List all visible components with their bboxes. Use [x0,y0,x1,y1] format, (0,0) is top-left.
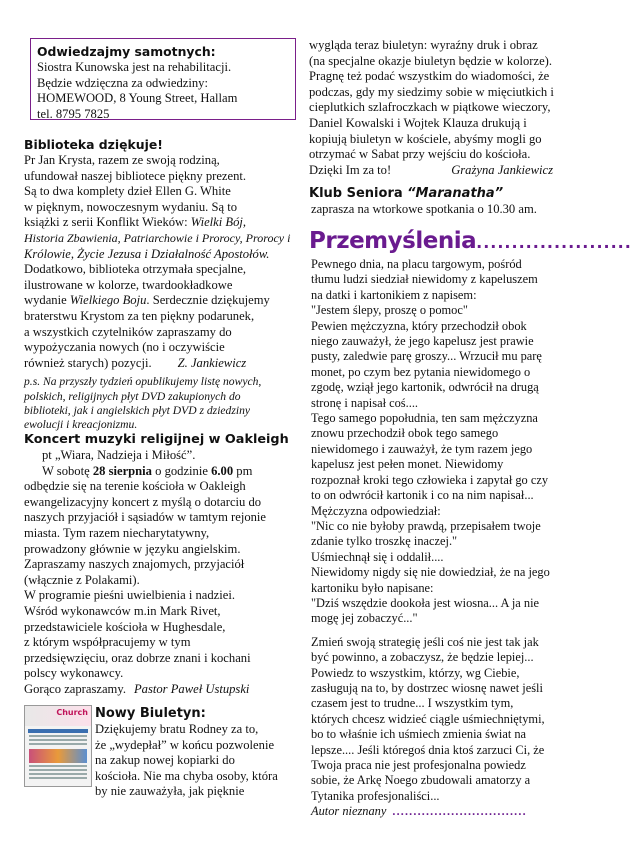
concert-date-bold: 28 sierpnia [92,463,152,478]
concert-date-post: pm [233,463,253,478]
library-edition-pre: wydanie [24,293,70,308]
reflections-line: niewidomego i zauważył, że tym razem jego [311,441,533,456]
bulletin-section [95,706,305,800]
concert-line: ewangelizacyjny koncert z myślą o dotarciu do [24,494,262,509]
library-line: Dodatkowo, biblioteka otrzymała specjalne, [24,262,247,277]
concert-line: odbędzie się na terenie kościoła w Oakleigh [24,479,246,494]
reflections-line: "Dziś wszędzie dookoła jest wiosna... A ja nie [311,595,540,610]
concert-line: (włącznie z Polakami). [24,572,140,587]
visit-line: Siostra Kunowska jest na rehabilitacji. [37,60,232,74]
concert-time-bold: 6.00 [211,463,234,478]
library-line [24,356,300,372]
bulletin-cont-line: cieplutkich szlafroczkach w piątkowe wieczory, [309,100,551,115]
club-title-pre: Klub Seniora [309,186,408,201]
visit-title: Odwiedzajmy samotnych: [37,44,216,59]
concert-line: naszych przyjaciół i sąsiadów w tamtym rejonie [24,510,267,525]
concert-date [42,464,300,480]
reflections-author [311,804,587,819]
concert-line: przedstawiciele kościoła w Hughesdale, [24,619,226,634]
reflections-line: na datki i kartonikiem z napisem: [311,287,477,302]
reflections-line: zgodę, wziął jego kartonik, odwrócił na drugą [311,380,539,395]
concert-date-mid: o godzinie [151,463,212,478]
reflections-line: niego zauważył, że jego kapelusz jest prawie [311,334,534,349]
club-title [309,186,587,202]
library-ps: biblioteki, jak i angielskich płyt DVD z dziedziny [24,403,251,417]
bulletin-cont-line: Pragnę też podać wszystkim do wiadomości, że [309,69,550,84]
concert-line: W programie pieśni uwielbienia i nadziei. [24,588,235,603]
concert-line: miasta. Tym razem niecharytatywny, [24,525,210,540]
library-line: w pięknym, nowoczesnym wydaniu. Są to [24,199,238,214]
bulletin-cont-last [309,163,587,179]
reflections-title [309,227,632,257]
reflections-line: Uśmiechnął się i oddalił.... [311,549,444,564]
library-ps: ewolucji i kreacjonizmu. [24,417,138,431]
reflections-line: znowu przechodził obok tego samego [311,426,499,441]
library-line: Pr Jan Krysta, razem ze swoją rodziną, [24,153,220,167]
library-title: Biblioteka dziękuje! [24,137,163,152]
library-section [24,137,300,432]
reflections-line: zdanie tylko troszkę inaczej." [311,534,458,549]
club-title-name: “Maranatha” [407,186,504,201]
concert-line: przedsięwzięciu, oraz dobrze znani i kochani [24,650,251,665]
reflections-line: lepsze.... Jeśli któregoś dnia ktoś zarzuci Ci, że [311,742,545,757]
library-line: ilustrowane w kolorze, twardookładkowe [24,277,233,292]
bulletin-cont-line: kopiują biuletyn w kościele, abyśmy mogli go [309,131,542,146]
visit-box [30,38,296,120]
bulletin-line: że „wydepłał” w końcu pozwolenie [95,737,275,752]
reflections-line: Mężczyzna odpowiedział: [311,503,441,518]
library-ps: p.s. Na przyszły tydzień opublikujemy listę nowych, [24,375,262,389]
reflections-line: Tego samego popołudnia, ten sam mężczyzna [311,411,538,426]
reflections-line: bo to właśnie ich uśmiech zmienia świat na [311,727,527,742]
library-book-titles: Królowie, Życie Jezusa i Działalność Apostołów. [24,246,270,261]
concert-line: prowadzony głównie w języku angielskim. [24,541,241,556]
library-series-text: książki z serii Konflikt Wieków: [24,215,191,230]
concert-line: polscy wykonawcy. [24,666,124,681]
reflections-line: czasem jest to trudne... I wszystkim tym, [311,696,514,711]
concert-line: Wśród wykonawców m.in Mark Rivet, [24,603,221,618]
reflections-line: kapelusz jest pełen monet. Niewidomy [311,457,504,472]
library-line: ufundował naszej bibliotece piękny prezent. [24,168,247,183]
library-line: a wszystkich czytelników zapraszamy do [24,324,232,339]
library-edition-post: . Serdecznie dziękujemy [146,293,270,308]
concert-subtitle: pt „Wiara, Nadzieja i Miłość”. [42,448,196,462]
concert-closing [24,682,300,698]
concert-line: z którym współpracujemy w tym [24,635,191,650]
bulletin-title: Nowy Biuletyn: [95,706,206,721]
library-line: wypożyczania nowych (no i oczywiście [24,340,225,355]
concert-date-pre: W sobotę [42,463,93,478]
reflections-line: to on odwrócił kartonik i co na nim napisał... [311,488,534,503]
reflections-line: Pewien mężczyzna, który przechodził obok [311,318,527,333]
library-line: braterstwu Krystom za ten piękny podarunek, [24,308,255,323]
reflections-author-name: Autor nieznany [311,804,387,819]
concert-closing-text: Gorąco zapraszamy. [24,681,126,696]
bulletin-thumbnail [24,705,92,787]
bulletin-cont-line: (na specjalne okazje biuletyn będzie w kolorze). [309,53,553,68]
bulletin-cont-line: otrzymać w Sabat przy wejściu do kościoła. [309,147,531,162]
concert-section [24,432,300,698]
reflections-line: monet, po czym bez pytania niewidomego o [311,364,531,379]
library-ps: polskich, religijnych płyt DVD zakupionych do [24,389,241,403]
club-text: zaprasza na wtorkowe spotkania o 10.30 am. [311,202,537,216]
library-book-title: Wielki Bój, [190,215,247,230]
reflections-line: Niewidomy nigdy się nie dowiedział, że na jego [311,565,550,580]
reflections-section [309,227,632,820]
concert-signature: Pastor Paweł Ustupski [133,681,250,696]
reflections-line: mogę jej zobaczyć..." [311,611,418,626]
reflections-line: zasługują na to, by dostrzec wiosnę nawet jeśli [311,680,543,695]
bulletin-cont-line: wygląda teraz biuletyn: wyraźny druk i obraz [309,38,538,52]
bulletin-cont-line: Daniel Kowalski i Wojtek Klauza drukują i [309,115,527,130]
reflections-line: Pewnego dnia, na placu targowym, pośród [311,257,522,271]
reflections-line: których chcesz widzieć ciągle uśmiechniętymi, [311,711,545,726]
reflections-title-text: Przemyślenia [309,228,477,254]
reflections-line: "Jestem ślepy, proszę o pomoc" [311,303,468,318]
bulletin-line: kościoła. Nie ma chyba osoby, która [95,768,278,783]
reflections-author-dots: ................................ [392,804,527,819]
reflections-line: Powiedz to wszystkim, którzy, wg Ciebie, [311,665,520,680]
reflections-line: stronę i napisał coś.... [311,395,419,410]
reflections-line: "Nic co nie byłoby prawdą, przepisałem twoje [311,518,541,533]
reflections-line: tłumu ludzi siedział niewidomy z kapeluszem [311,272,538,287]
visit-line: tel. 8795 7825 [37,106,110,121]
library-line [24,293,300,309]
reflections-line: rozpoznał kroki tego człowieka i zapytał go czy [311,472,549,487]
library-line: Są to dwa komplety dzieł Ellen G. White [24,184,231,199]
concert-title: Koncert muzyki religijnej w Oakleigh [24,432,289,447]
library-line [24,215,300,231]
reflections-line: być powinno, a zobaczysz, że będzie lepiej... [311,650,534,665]
bulletin-line: Dziękujemy bratu Rodney za to, [95,722,259,736]
reflections-line: Zmień swoją strategię jeśli coś nie jest tak jak [311,634,539,649]
reflections-line: Twoja praca nie jest profesjonalna powiedz [311,758,526,772]
reflections-line: Tytanika profesjonaliści... [311,788,440,803]
reflections-line: sobie, że Arkę Noego zbudowali amatorzy a [311,773,531,788]
bulletin-continued [309,38,587,178]
visit-line: HOMEWOOD, 8 Young Street, Hallam [37,91,238,106]
reflections-line: pusty, zaledwie parę groszy... Wrzucił mu parę [311,349,542,364]
visit-line: Będzie wdzięczna za odwiedziny: [37,75,208,90]
bulletin-line: na zakup nowej kopiarki do [95,753,235,768]
thumbnail-logo: Church [56,708,88,717]
bulletin-cont-line: podczas, gdy my siedzimy sobie w mięciutkich i [309,84,554,99]
reflections-line: kartoniku było napisane: [311,580,434,595]
library-signature: Z. Jankiewicz [177,355,247,370]
bulletin-line: by nie zauważyła, jak pięknie [95,784,245,799]
library-last-line: również starych) pozycji. [24,355,152,370]
reflections-title-dots: ...................... [476,233,632,252]
concert-line: Zapraszamy naszych znajomych, przyjaciół [24,557,245,572]
library-edition-title: Wielkiego Boju [69,293,147,308]
bulletin-cont-thanks: Dzięki Im za to! [309,162,392,177]
club-section [309,186,587,218]
library-book-titles: Historia Zbawienia, Patriarchowie i Prorocy, Prorocy i [24,230,291,245]
bulletin-cont-signature: Grażyna Jankiewicz [451,162,553,177]
